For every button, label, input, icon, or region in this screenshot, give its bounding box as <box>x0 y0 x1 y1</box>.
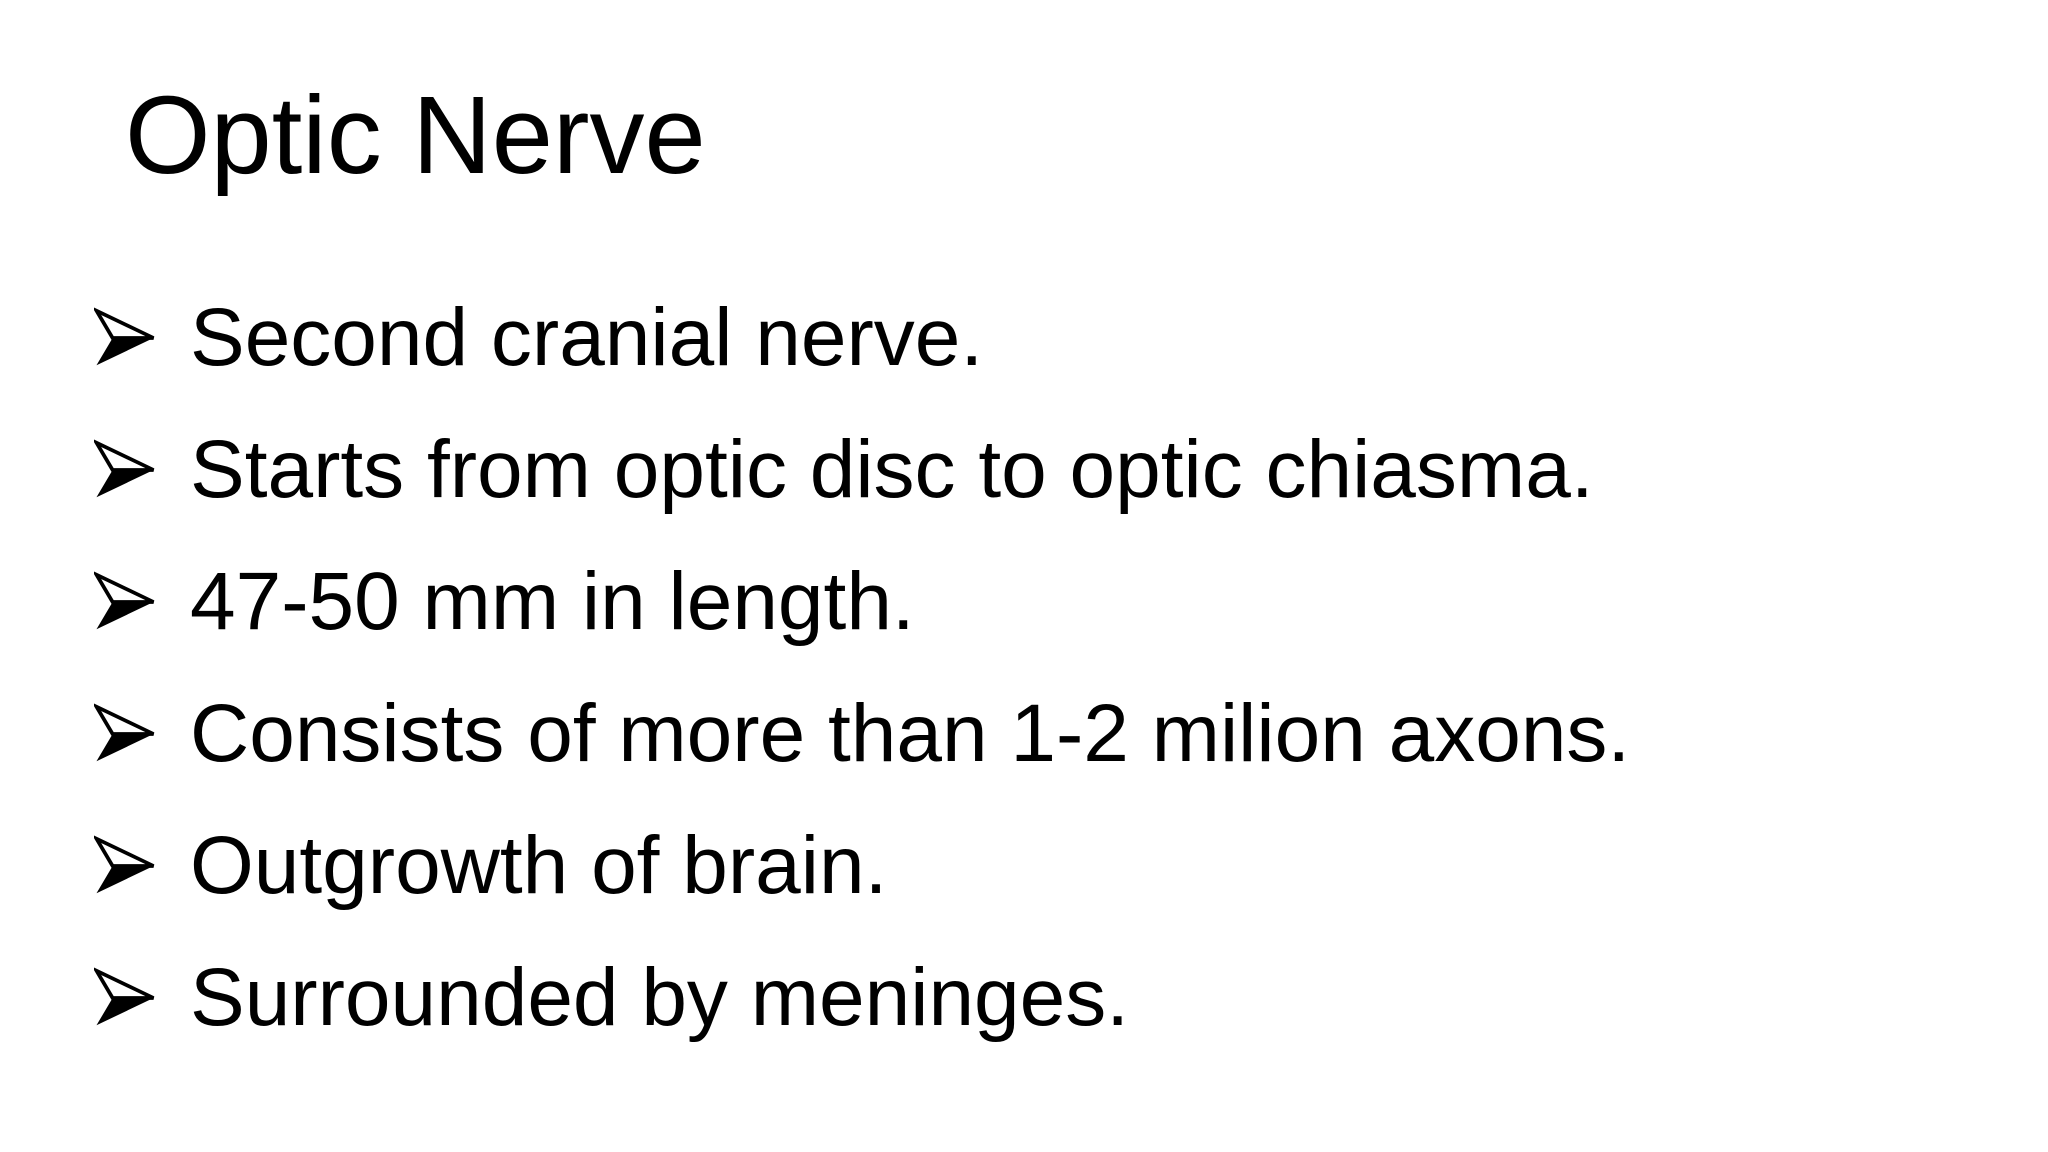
arrowhead-bullet-icon <box>94 967 156 1029</box>
bullet-text: Outgrowth of brain. <box>190 820 888 911</box>
arrowhead-bullet-icon <box>94 307 156 369</box>
bullet-text: Starts from optic disc to optic chiasma. <box>190 424 1594 515</box>
slide-title: Optic Nerve <box>125 74 706 197</box>
bullet-list <box>94 272 1630 1064</box>
arrowhead-bullet-icon <box>94 703 156 765</box>
arrowhead-bullet-icon <box>94 439 156 501</box>
bullet-text: 47-50 mm in length. <box>190 556 915 647</box>
bullet-item <box>94 668 1630 800</box>
bullet-item <box>94 272 1630 404</box>
bullet-text: Consists of more than 1-2 milion axons. <box>190 688 1631 779</box>
arrowhead-bullet-icon <box>94 835 156 897</box>
bullet-item <box>94 932 1630 1064</box>
bullet-item <box>94 800 1630 932</box>
bullet-text: Surrounded by meninges. <box>190 952 1130 1043</box>
bullet-text: Second cranial nerve. <box>190 292 984 383</box>
arrowhead-bullet-icon <box>94 571 156 633</box>
bullet-item <box>94 536 1630 668</box>
bullet-item <box>94 404 1630 536</box>
